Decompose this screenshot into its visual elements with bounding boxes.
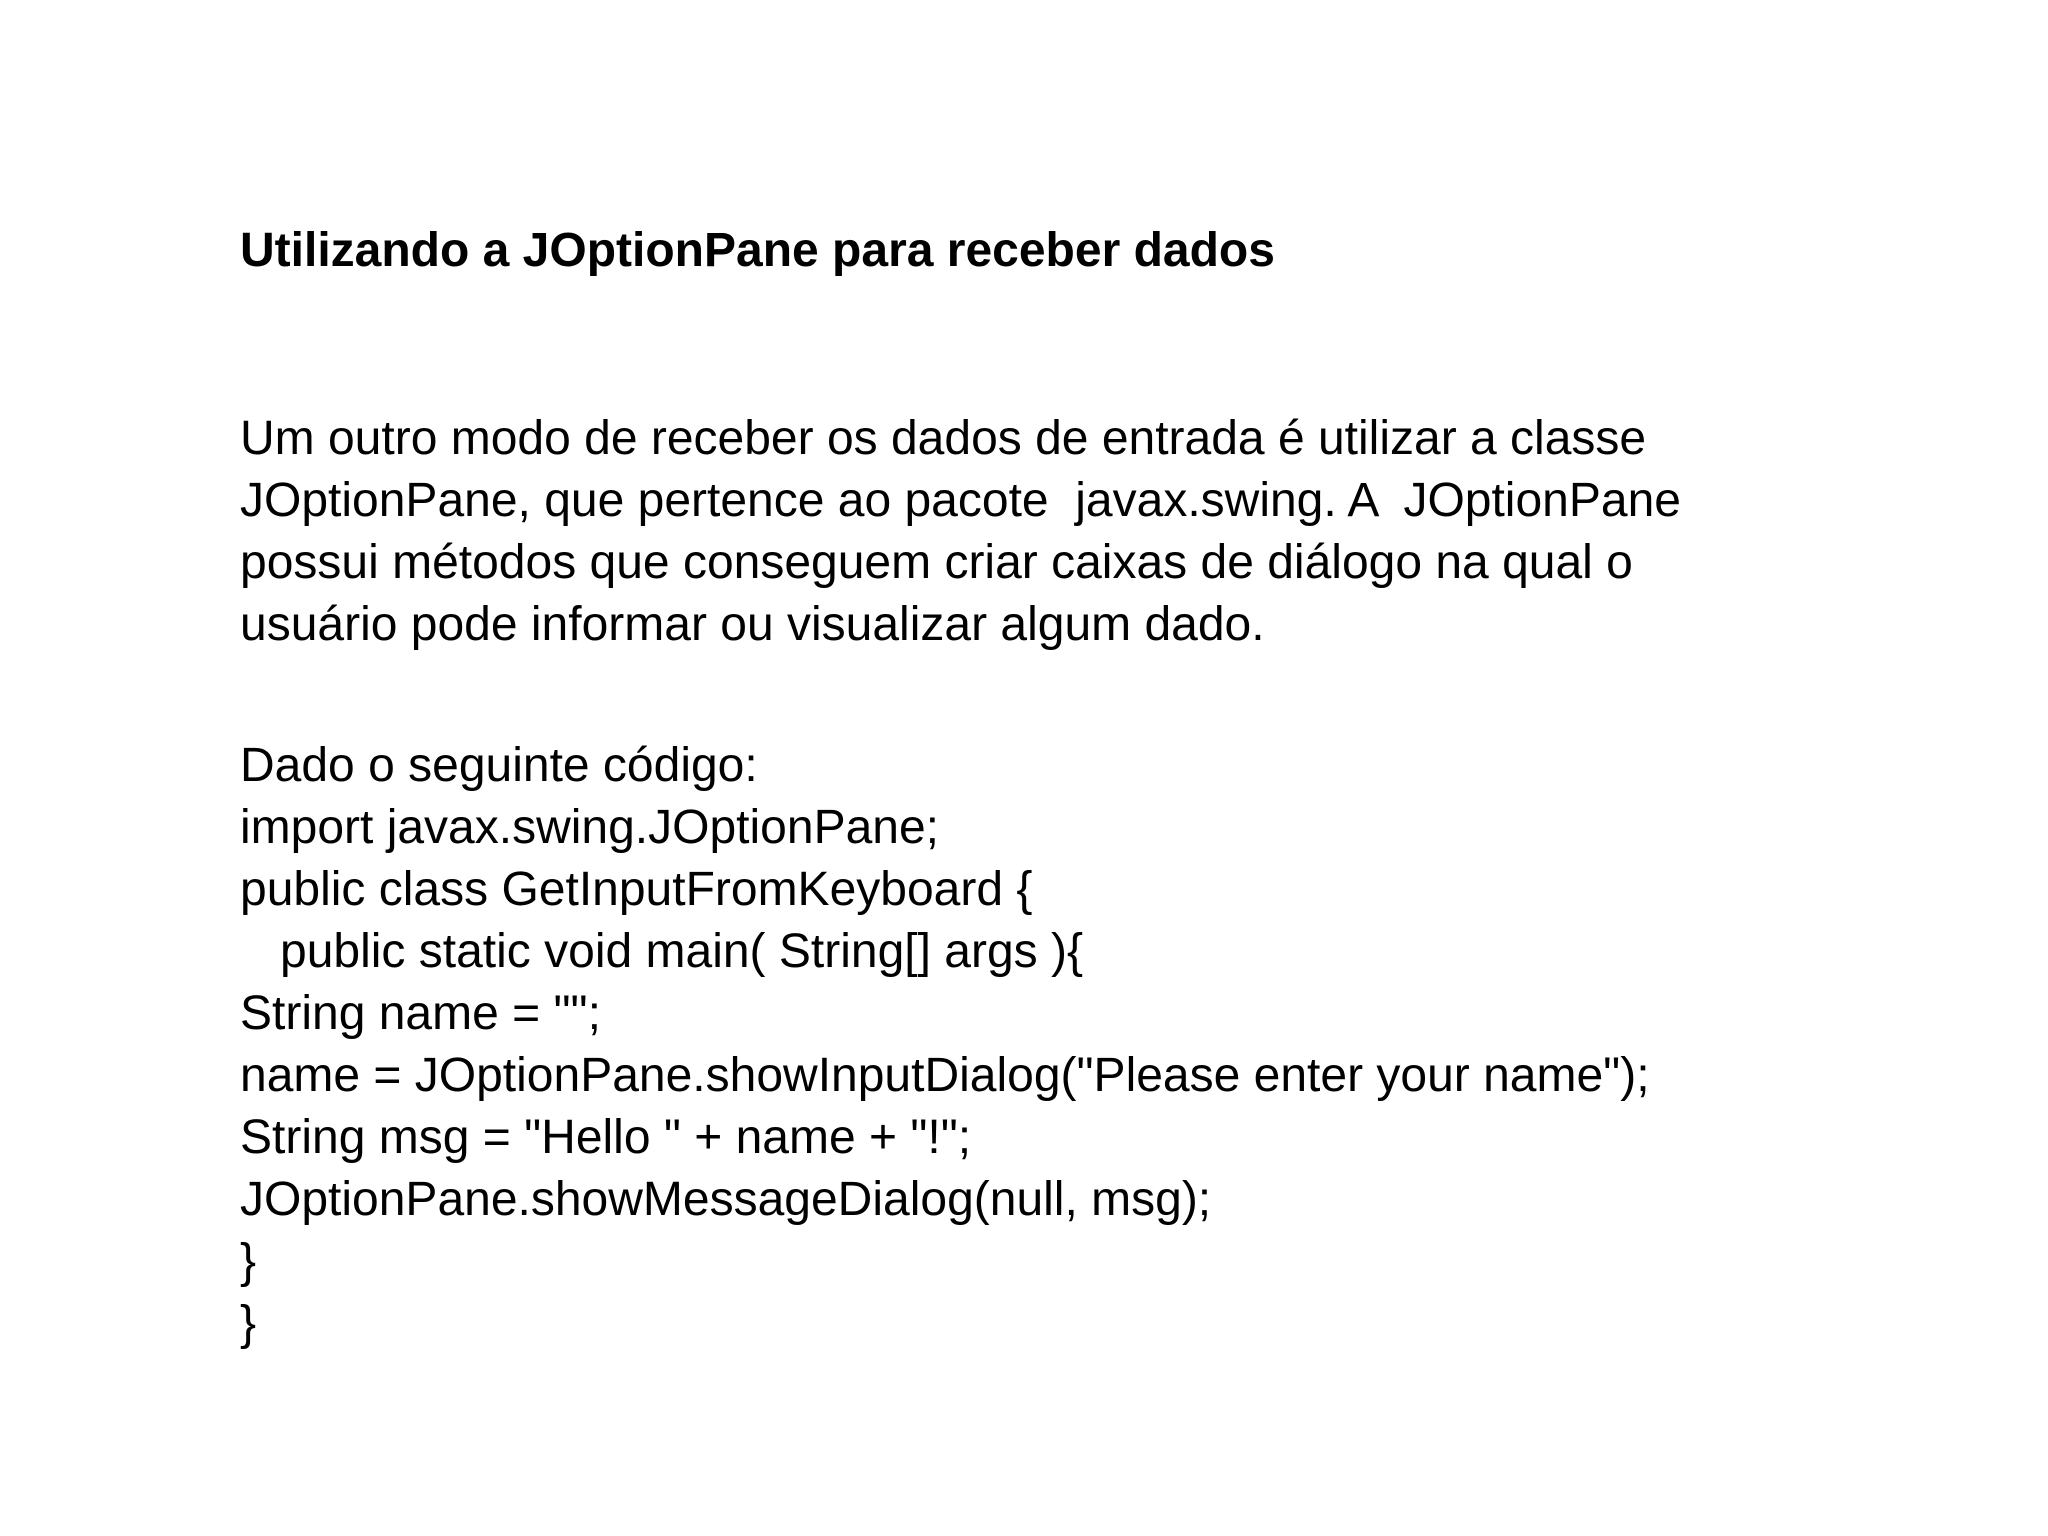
paragraph-line: usuário pode informar ou visualizar algum dado. [240, 598, 1265, 651]
code-line: String name = ""; [240, 987, 601, 1040]
code-line: public static void main( String[] args ){ [240, 925, 1083, 978]
code-line: import javax.swing.JOptionPane; [240, 801, 939, 854]
code-line: } [240, 1297, 257, 1350]
paragraph-line: JOptionPane, que pertence ao pacote javax.swing. A JOptionPane [240, 474, 1681, 527]
paragraph-line: Um outro modo de receber os dados de entrada é utilizar a classe [240, 412, 1647, 465]
code-line: name = JOptionPane.showInputDialog("Please enter your name"); [240, 1049, 1650, 1102]
code-line: JOptionPane.showMessageDialog(null, msg); [240, 1173, 1212, 1226]
intro-paragraph [240, 408, 1980, 656]
slide-title: Utilizando a JOptionPane para receber dados [240, 224, 1275, 277]
code-line: public class GetInputFromKeyboard { [240, 863, 1033, 916]
code-line: String msg = "Hello " + name + "!"; [240, 1111, 972, 1164]
code-line: } [240, 1235, 257, 1288]
paragraph-line: possui métodos que conseguem criar caixas de diálogo na qual o [240, 536, 1633, 589]
code-example [240, 735, 1650, 1355]
code-intro-line: Dado o seguinte código: [240, 739, 758, 792]
